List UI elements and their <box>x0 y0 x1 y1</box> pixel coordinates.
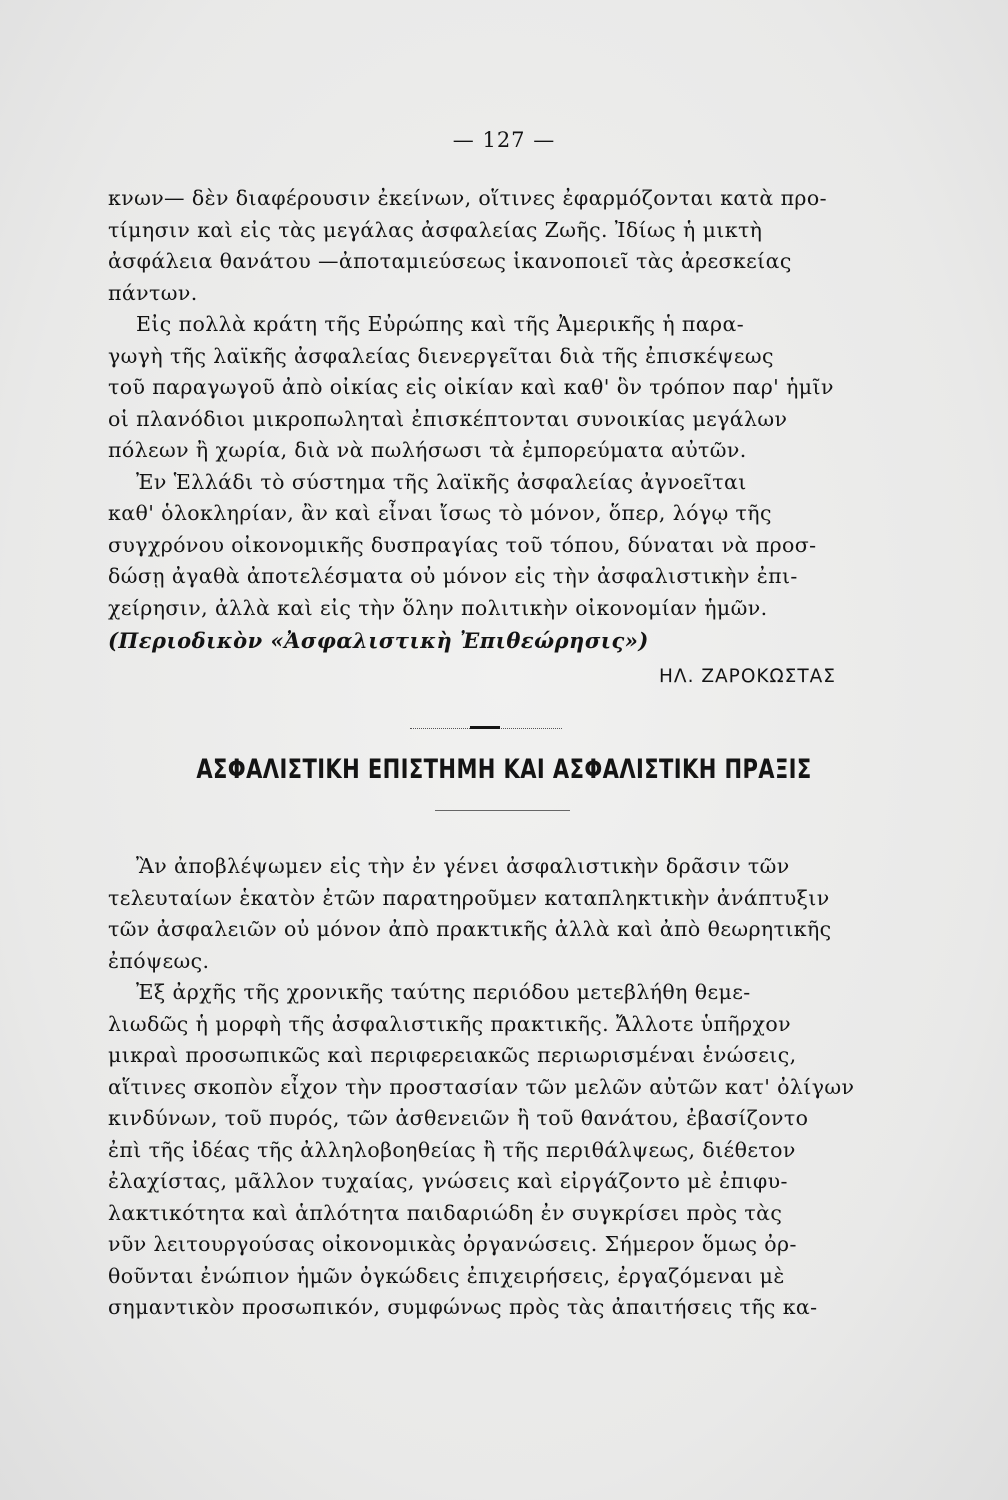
section-divider-center-bar <box>470 726 500 729</box>
text-line: τῶν ἀσφαλειῶν οὐ μόνον ἀπὸ πρακτικῆς ἀλλὰ καὶ ἀπὸ θεωρητικῆς <box>108 917 832 941</box>
text-line: ἀσφάλεια θανάτου —ἀποταμιεύσεως ἱκανοποιεῖ τὰς ἀρεσκείας <box>108 249 792 273</box>
text-line: κινδύνων, τοῦ πυρός, τῶν ἀσθενειῶν ἢ τοῦ θανάτου, ἐβασίζοντο <box>108 1106 809 1130</box>
first-text-block <box>108 183 866 624</box>
second-text-block <box>108 851 866 1324</box>
text-line: λιωδῶς ἡ μορφὴ τῆς ἀσφαλιστικῆς πρακτικῆς. Ἄλλοτε ὑπῆρχον <box>108 1011 791 1036</box>
text-line: Εἰς πολλὰ κράτη τῆς Εὐρώπης καὶ τῆς Ἀμερικῆς ἡ παρα- <box>136 312 745 336</box>
section-heading: ΑΣΦΑΛΙΣΤΙΚΗ ΕΠΙΣΤΗΜΗ ΚΑΙ ΑΣΦΑΛΙΣΤΙΚΗ ΠΡΑΞΙΣ <box>196 754 812 785</box>
text-line: δώσῃ ἀγαθὰ ἀποτελέσματα οὐ μόνον εἰς τὴν ἀσφαλιστικὴν ἐπι- <box>108 564 798 588</box>
text-line: τίμησιν καὶ εἰς τὰς μεγάλας ἀσφαλείας Ζωῆς. Ἰδίως ἡ μικτὴ <box>108 217 763 242</box>
text-line: ἐλαχίστας, μᾶλλον τυχαίας, γνώσεις καὶ εἰργάζοντο μὲ ἐπιφυ- <box>108 1169 788 1193</box>
text-line: κνων— δὲν διαφέρουσιν ἐκείνων, οἵτινες ἐφαρμόζονται κατὰ προ- <box>108 186 827 210</box>
text-line: πάντων. <box>108 280 198 305</box>
text-line: συγχρόνου οἰκονομικῆς δυσπραγίας τοῦ τόπου, δύναται νὰ προσ- <box>108 532 817 557</box>
heading-underline <box>435 810 570 811</box>
page-number: — 127 — <box>452 128 556 152</box>
text-line: τελευταίων ἑκατὸν ἐτῶν παρατηροῦμεν καταπληκτικὴν ἀνάπτυξιν <box>108 885 830 910</box>
text-line: Ἐξ ἀρχῆς τῆς χρονικῆς ταύτης περιόδου μετεβλήθη θεμε- <box>136 980 751 1004</box>
text-line: σημαντικὸν προσωπικόν, συμφώνως πρὸς τὰς ἀπαιτήσεις τῆς κα- <box>108 1295 818 1319</box>
text-line: γωγὴ τῆς λαϊκῆς ἀσφαλείας διενεργεῖται διὰ τῆς ἐπισκέψεως <box>108 343 774 368</box>
text-line: ἐπὶ τῆς ἰδέας τῆς ἀλληλοβοηθείας ἢ τῆς περιθάλψεως, διέθετον <box>108 1137 796 1162</box>
text-line: τοῦ παραγωγοῦ ἀπὸ οἰκίας εἰς οἰκίαν καὶ καθ' ὃν τρόπον παρ' ἡμῖν <box>108 375 834 399</box>
source-citation: (Περιοδικὸν «Ἀσφαλιστικὴ Ἐπιθεώρησις») <box>108 628 649 653</box>
text-line: οἱ πλανόδιοι μικροπωληταὶ ἐπισκέπτονται συνοικίας μεγάλων <box>108 406 788 431</box>
text-line: πόλεων ἢ χωρία, διὰ νὰ πωλήσωσι τὰ ἐμπορεύματα αὐτῶν. <box>108 438 747 462</box>
text-line: νῦν λειτουργούσας οἰκονομικὰς ὀργανώσεις. Σήμερον ὅμως ὀρ- <box>108 1232 797 1256</box>
text-line: λακτικότητα καὶ ἁπλότητα παιδαριώδη ἐν συγκρίσει πρὸς τὰς <box>108 1200 783 1225</box>
text-line: καθ' ὁλοκληρίαν, ἂν καὶ εἶναι ἴσως τὸ μόνον, ὅπερ, λόγῳ τῆς <box>108 501 772 525</box>
text-line: μικραὶ προσωπικῶς καὶ περιφερειακῶς περιωρισμέναι ἑνώσεις, <box>108 1043 797 1067</box>
text-line: αἵτινες σκοπὸν εἶχον τὴν προστασίαν τῶν μελῶν αὐτῶν κατ' ὀλίγων <box>108 1074 855 1099</box>
text-line: χείρησιν, ἀλλὰ καὶ εἰς τὴν ὅλην πολιτικὴν οἰκονομίαν ἡμῶν. <box>108 595 768 620</box>
text-line: ἐπόψεως. <box>108 948 210 973</box>
author-signature: ΗΛ. ΖΑΡΟΚΩΣΤΑΣ <box>659 666 836 687</box>
text-line: Ἐν Ἑλλάδι τὸ σύστημα τῆς λαϊκῆς ἀσφαλείας ἀγνοεῖται <box>136 469 747 494</box>
text-line: θοῦνται ἐνώπιον ἡμῶν ὀγκώδεις ἐπιχειρήσεις, ἐργαζόμεναι μὲ <box>108 1263 785 1288</box>
text-line: Ἂν ἀποβλέψωμεν εἰς τὴν ἐν γένει ἀσφαλιστικὴν δρᾶσιν τῶν <box>136 854 790 878</box>
